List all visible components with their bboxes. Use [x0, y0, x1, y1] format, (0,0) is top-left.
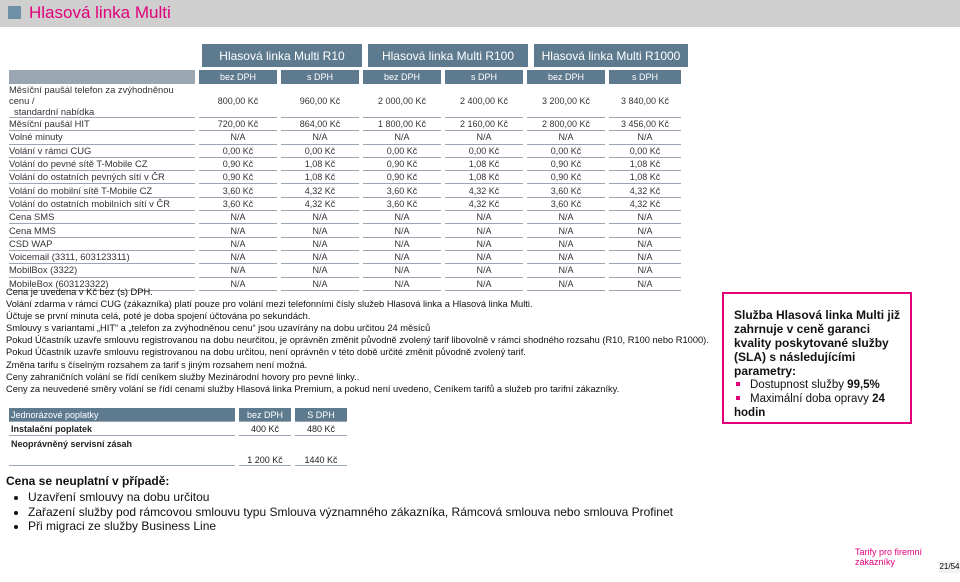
row-value: 2 160,00 Kč	[445, 118, 523, 131]
row-value: N/A	[609, 278, 681, 291]
row-label: MobileBox (603123322)	[9, 278, 195, 291]
row-value: N/A	[445, 224, 523, 237]
row-value: N/A	[281, 251, 359, 264]
tariff-table	[5, 70, 685, 291]
row-value: N/A	[363, 211, 441, 224]
row-value: 3 200,00 Kč	[527, 84, 605, 118]
sla-list	[734, 378, 910, 420]
row-value: N/A	[445, 238, 523, 251]
row-value: N/A	[363, 131, 441, 144]
row-value: N/A	[363, 278, 441, 291]
fees-title: Jednorázové poplatky	[9, 408, 235, 422]
fee-value: 400 Kč	[239, 422, 291, 436]
row-value: 3 840,00 Kč	[609, 84, 681, 118]
fees-row	[9, 436, 347, 466]
group-header-r100: Hlasová linka Multi R100	[368, 44, 528, 67]
row-label	[9, 84, 195, 118]
footer-link[interactable]: Tarify pro firemní zákazníky	[855, 547, 923, 567]
notes-block	[6, 286, 709, 395]
row-value: N/A	[281, 278, 359, 291]
row-value: N/A	[527, 131, 605, 144]
row-value: 0,00 Kč	[363, 145, 441, 158]
row-value: 1,08 Kč	[281, 158, 359, 171]
table-row	[9, 171, 681, 184]
fees-col-head: bez DPH	[239, 408, 291, 422]
condition-item: • Uzavření smlouvy na dobu určitou	[28, 490, 673, 505]
row-value: N/A	[609, 211, 681, 224]
row-value: N/A	[199, 224, 277, 237]
sla-title: Služba Hlasová linka Multi již zahrnuje v ceně garanci kvality poskytované služby (SLA) s následujícími parametry:	[734, 308, 901, 378]
table-row	[9, 131, 681, 144]
row-value: N/A	[363, 224, 441, 237]
note-line: Pokud Účastník uzavře smlouvu registrovanou na dobu neurčitou, je oprávněn změnit původně zvolený tarif libovolně v rámci shodného rozsahu (R10, R100 nebo R1000).	[6, 335, 709, 346]
row-value: N/A	[281, 224, 359, 237]
fees-col-head: S DPH	[295, 408, 347, 422]
row-value: 0,90 Kč	[363, 158, 441, 171]
row-value: N/A	[527, 211, 605, 224]
row-value: N/A	[527, 251, 605, 264]
row-label: Cena SMS	[9, 211, 195, 224]
row-value: 4,32 Kč	[609, 198, 681, 211]
table-row	[9, 251, 681, 264]
table-row	[9, 158, 681, 171]
row-value: 3,60 Kč	[363, 198, 441, 211]
row-label: MobilBox (3322)	[9, 264, 195, 277]
sla-item-text: Dostupnost služby	[750, 379, 848, 391]
condition-item: • Při migraci ze služby Business Line	[28, 519, 673, 534]
table-row	[9, 238, 681, 251]
row-value: N/A	[445, 211, 523, 224]
conditions-block	[6, 474, 673, 534]
row-label: Volné minuty	[9, 131, 195, 144]
col-head: s DPH	[445, 70, 523, 84]
row-value: N/A	[281, 238, 359, 251]
row-value: 1,08 Kč	[609, 158, 681, 171]
row-value: 2 000,00 Kč	[363, 84, 441, 118]
row-value: 0,00 Kč	[199, 145, 277, 158]
row-value: 1,08 Kč	[445, 158, 523, 171]
row-value: N/A	[609, 264, 681, 277]
row-value: 720,00 Kč	[199, 118, 277, 131]
row-value: N/A	[281, 264, 359, 277]
row-value: 2 400,00 Kč	[445, 84, 523, 118]
table-row	[9, 184, 681, 197]
table-row	[9, 224, 681, 237]
row-value: N/A	[281, 211, 359, 224]
row-label: Volání do mobilní sítě T-Mobile CZ	[9, 184, 195, 197]
note-line: Ceny za neuvedené směry volání se řídí cenami služby Hlasová linka Premium, a pokud není uvedeno, Ceníkem tarifů a služeb pro tarifní zákazníky.	[6, 383, 620, 394]
row-value: 960,00 Kč	[281, 84, 359, 118]
table-row	[9, 264, 681, 277]
row-value: 864,00 Kč	[281, 118, 359, 131]
col-head: bez DPH	[199, 70, 277, 84]
note-line: Pokud Účastník uzavře smlouvu registrovanou na dobu určitou, není oprávněn v této době určité změnit původně zvolený tarif.	[6, 347, 526, 358]
row-value: 0,90 Kč	[199, 158, 277, 171]
table-row	[9, 145, 681, 158]
sla-box	[722, 292, 912, 424]
row-value: N/A	[445, 131, 523, 144]
fee-value: 1440 Kč	[295, 436, 347, 466]
table-row	[9, 84, 681, 118]
condition-item: • Zařazení služby pod rámcovou smlouvu typu Smlouva významného zákazníka, Rámcová smlouva nebo smlouva Profinet	[28, 505, 673, 520]
row-value: N/A	[609, 251, 681, 264]
group-header-r10: Hlasová linka Multi R10	[202, 44, 362, 67]
row-value: 1 800,00 Kč	[363, 118, 441, 131]
row-value: 1,08 Kč	[445, 171, 523, 184]
conditions-list	[6, 490, 673, 534]
row-label: Voicemail (3311, 603123311)	[9, 251, 195, 264]
col-head: s DPH	[281, 70, 359, 84]
page-title: Hlasová linka Multi	[29, 3, 171, 22]
row-value: 4,32 Kč	[445, 184, 523, 197]
row-value: 1,08 Kč	[609, 171, 681, 184]
note-line: Změna tarifu s číselným rozsahem za tarif s jiným rozsahem není možná.	[6, 359, 308, 370]
sla-item-value: 24 hodin	[734, 393, 885, 419]
row-value: N/A	[363, 251, 441, 264]
row-value: N/A	[527, 278, 605, 291]
row-value: N/A	[609, 238, 681, 251]
note-line: Volání zdarma v rámci CUG (zákazníka) platí pouze pro volání mezi telefonními čísly služeb Hlasová linka a Hlasová linka Multi.	[6, 299, 533, 310]
row-value: 0,00 Kč	[281, 145, 359, 158]
note-line: Cena je uvedena v Kč bez (s) DPH.	[6, 287, 153, 297]
conditions-title: Cena se neuplatní v případě:	[6, 474, 170, 488]
table-row	[9, 118, 681, 131]
row-value: 0,00 Kč	[527, 145, 605, 158]
row-value: 0,90 Kč	[199, 171, 277, 184]
fee-value: 480 Kč	[295, 422, 347, 436]
fees-row	[9, 422, 347, 436]
sla-item	[734, 378, 910, 392]
col-head: bez DPH	[363, 70, 441, 84]
row-label: Volání do ostatních pevných sítí v ČR	[9, 171, 195, 184]
row-value: N/A	[363, 264, 441, 277]
row-value: N/A	[199, 211, 277, 224]
bullet-square-icon	[736, 396, 740, 400]
row-value: 4,32 Kč	[445, 198, 523, 211]
row-label: CSD WAP	[9, 238, 195, 251]
row-value: N/A	[527, 224, 605, 237]
row-label: Volání do ostatních mobilních sítí v ČR	[9, 198, 195, 211]
col-head: s DPH	[609, 70, 681, 84]
row-value: N/A	[199, 251, 277, 264]
row-value: N/A	[199, 278, 277, 291]
note-line: Účtuje se první minuta celá, poté je doba spojení účtována po sekundách.	[6, 311, 311, 322]
row-label: Volání v rámci CUG	[9, 145, 195, 158]
row-value: N/A	[527, 238, 605, 251]
row-value: N/A	[445, 264, 523, 277]
row-value: 0,90 Kč	[363, 171, 441, 184]
row-label: Cena MMS	[9, 224, 195, 237]
header-corner	[9, 70, 195, 84]
row-value: N/A	[609, 224, 681, 237]
fee-value: 1 200 Kč	[239, 436, 291, 466]
sla-item	[734, 392, 910, 420]
row-label-line: Měsíční paušál telefon za zvýhodněnou cenu /	[9, 84, 174, 106]
group-header-r1000: Hlasová linka Multi R1000	[534, 44, 688, 67]
row-value: N/A	[445, 278, 523, 291]
row-value: N/A	[281, 131, 359, 144]
row-value: N/A	[527, 264, 605, 277]
title-square-icon	[8, 6, 21, 19]
fees-header-row	[9, 408, 347, 422]
bullet-square-icon	[736, 382, 740, 386]
row-value: N/A	[609, 131, 681, 144]
row-label: Volání do pevné sítě T-Mobile CZ	[9, 158, 195, 171]
row-value: 3,60 Kč	[527, 184, 605, 197]
row-value: 3,60 Kč	[199, 198, 277, 211]
row-value: 4,32 Kč	[609, 184, 681, 197]
fee-label: Instalační poplatek	[9, 422, 235, 436]
note-line: Ceny zahraničních volání se řídí ceníkem služby Mezinárodní hovory pro pevné linky..	[6, 371, 360, 382]
row-value: 0,00 Kč	[609, 145, 681, 158]
row-value: 3 456,00 Kč	[609, 118, 681, 131]
sla-item-text: Maximální doba opravy	[750, 393, 873, 405]
col-head: bez DPH	[527, 70, 605, 84]
row-value: 2 800,00 Kč	[527, 118, 605, 131]
row-label: Měsíční paušál HIT	[9, 118, 195, 131]
row-value: 0,90 Kč	[527, 171, 605, 184]
row-value: N/A	[445, 251, 523, 264]
row-value: 3,60 Kč	[527, 198, 605, 211]
row-value: 3,60 Kč	[199, 184, 277, 197]
row-value: N/A	[199, 131, 277, 144]
row-value: 3,60 Kč	[363, 184, 441, 197]
row-value: 4,32 Kč	[281, 198, 359, 211]
page-number: 21/54	[939, 562, 960, 571]
row-value: 0,90 Kč	[527, 158, 605, 171]
row-value: N/A	[199, 238, 277, 251]
row-value: 1,08 Kč	[281, 171, 359, 184]
one-time-fees-table	[5, 408, 351, 466]
table-row	[9, 198, 681, 211]
sla-item-value: 99,5%	[847, 379, 880, 391]
row-value: 800,00 Kč	[199, 84, 277, 118]
table-row	[9, 211, 681, 224]
fee-label: Neoprávněný servisní zásah	[9, 436, 235, 466]
row-value: 4,32 Kč	[281, 184, 359, 197]
row-value: 0,00 Kč	[445, 145, 523, 158]
row-value: N/A	[199, 264, 277, 277]
note-line: Smlouvy s variantami „HIT“ a „telefon za zvýhodněnou cenu“ jsou uzavírány na dobu určitou 24 měsíců	[6, 323, 431, 334]
row-value: N/A	[363, 238, 441, 251]
row-label-line: standardní nabídka	[14, 106, 95, 117]
